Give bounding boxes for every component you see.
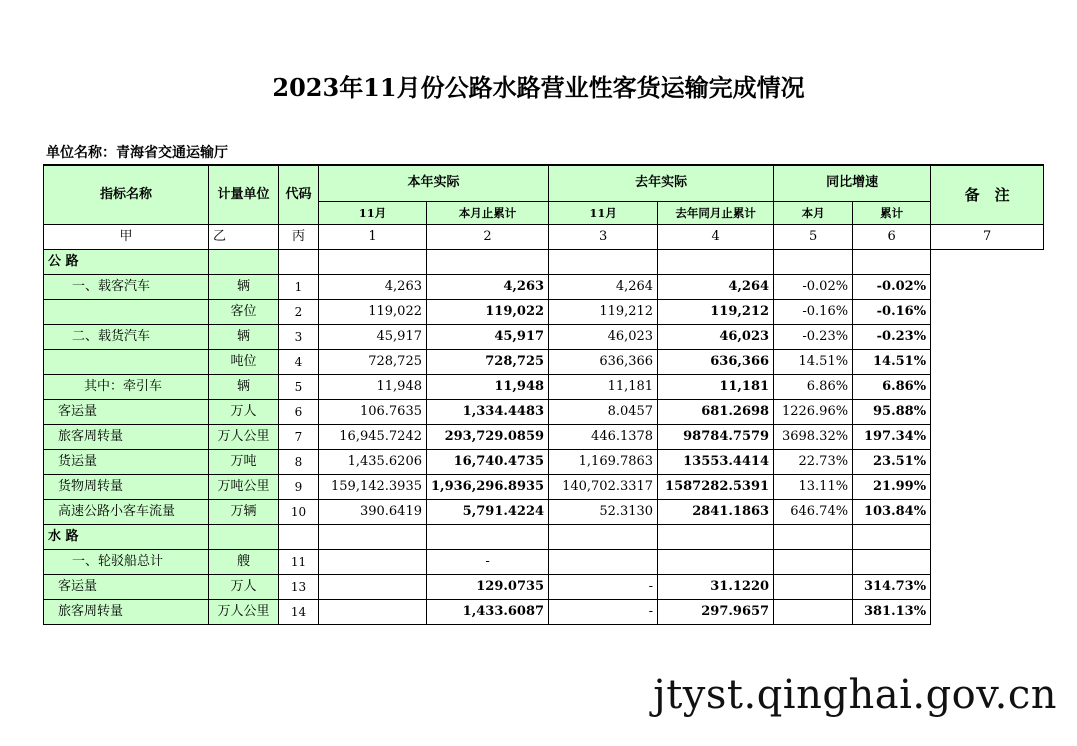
unit-cell: 万吨 bbox=[209, 450, 279, 475]
indicator-name bbox=[44, 350, 209, 375]
value-month-last-year: - bbox=[549, 600, 658, 625]
code-cell: 2 bbox=[279, 300, 319, 325]
unit-label: 单位名称：青海省交通运输厅 bbox=[46, 145, 228, 161]
table-row bbox=[44, 300, 1044, 325]
header-this-year: 本年实际 bbox=[319, 165, 549, 201]
indicator-name: 旅客周转量 bbox=[44, 425, 209, 450]
unit-cell: 辆 bbox=[209, 275, 279, 300]
value-yoy-month: 3698.32% bbox=[774, 425, 853, 450]
note-cell bbox=[931, 250, 1044, 275]
indicator-name: 货运量 bbox=[44, 450, 209, 475]
value-cum-last-year: 4,264 bbox=[658, 275, 774, 300]
note-cell bbox=[931, 275, 1044, 300]
value-yoy-cum: 14.51% bbox=[853, 350, 931, 375]
empty-cell bbox=[853, 525, 931, 550]
value-yoy-month: -0.23% bbox=[774, 325, 853, 350]
indicator-name: 一、载客汽车 bbox=[44, 275, 209, 300]
header-month-this-year: 11月 bbox=[319, 201, 427, 224]
value-yoy-cum: 314.73% bbox=[853, 575, 931, 600]
unit-cell: 万吨公里 bbox=[209, 475, 279, 500]
value-month-this-year: 106.7635 bbox=[319, 400, 427, 425]
value-cum-this-year: 293,729.0859 bbox=[427, 425, 549, 450]
value-yoy-cum: 381.13% bbox=[853, 600, 931, 625]
note-cell bbox=[931, 375, 1044, 400]
value-month-this-year bbox=[319, 550, 427, 575]
value-yoy-month: 22.73% bbox=[774, 450, 853, 475]
unit-cell: 艘 bbox=[209, 550, 279, 575]
unit-cell: 吨位 bbox=[209, 350, 279, 375]
indicator-name: 高速公路小客车流量 bbox=[44, 500, 209, 525]
value-cum-this-year: 5,791.4224 bbox=[427, 500, 549, 525]
code-cell: 1 bbox=[279, 275, 319, 300]
value-month-this-year: 4,263 bbox=[319, 275, 427, 300]
empty-cell bbox=[658, 525, 774, 550]
value-month-last-year: 52.3130 bbox=[549, 500, 658, 525]
value-cum-this-year: 4,263 bbox=[427, 275, 549, 300]
value-yoy-cum bbox=[853, 550, 931, 575]
value-cum-this-year: 119,022 bbox=[427, 300, 549, 325]
value-yoy-cum: 103.84% bbox=[853, 500, 931, 525]
empty-cell bbox=[319, 250, 427, 275]
value-month-this-year: 159,142.3935 bbox=[319, 475, 427, 500]
unit-cell: 万人公里 bbox=[209, 425, 279, 450]
index-cell: 7 bbox=[931, 225, 1044, 250]
code-cell: 5 bbox=[279, 375, 319, 400]
note-cell bbox=[931, 450, 1044, 475]
value-yoy-month bbox=[774, 575, 853, 600]
code-cell: 10 bbox=[279, 500, 319, 525]
unit-cell: 万人 bbox=[209, 400, 279, 425]
unit-cell: 辆 bbox=[209, 375, 279, 400]
value-cum-last-year: 297.9657 bbox=[658, 600, 774, 625]
index-cell: 乙 bbox=[209, 225, 279, 250]
value-cum-this-year: 1,433.6087 bbox=[427, 600, 549, 625]
index-cell: 5 bbox=[774, 225, 853, 250]
value-month-this-year: 1,435.6206 bbox=[319, 450, 427, 475]
note-cell bbox=[931, 500, 1044, 525]
value-cum-this-year: 1,334.4483 bbox=[427, 400, 549, 425]
indicator-name: 一、轮驳船总计 bbox=[44, 550, 209, 575]
site-watermark: jtyst.qinghai.gov.cn bbox=[653, 672, 1057, 718]
value-month-last-year: 8.0457 bbox=[549, 400, 658, 425]
value-cum-this-year: - bbox=[427, 550, 549, 575]
empty-cell bbox=[549, 250, 658, 275]
value-cum-last-year: 2841.1863 bbox=[658, 500, 774, 525]
indicator-name bbox=[44, 300, 209, 325]
header-note: 备 注 bbox=[931, 165, 1044, 225]
value-month-last-year: 140,702.3317 bbox=[549, 475, 658, 500]
value-month-last-year: - bbox=[549, 575, 658, 600]
category-row bbox=[44, 250, 1044, 275]
table-row bbox=[44, 400, 1044, 425]
indicator-name: 其中：牵引车 bbox=[44, 375, 209, 400]
value-cum-this-year: 1,936,296.8935 bbox=[427, 475, 549, 500]
code-cell: 14 bbox=[279, 600, 319, 625]
indicator-name: 二、载货汽车 bbox=[44, 325, 209, 350]
category-label: 水 路 bbox=[44, 525, 209, 550]
index-cell: 3 bbox=[549, 225, 658, 250]
table-row bbox=[44, 550, 1044, 575]
value-month-this-year: 11,948 bbox=[319, 375, 427, 400]
value-yoy-cum: 23.51% bbox=[853, 450, 931, 475]
category-row bbox=[44, 525, 1044, 550]
category-label: 公 路 bbox=[44, 250, 209, 275]
note-cell bbox=[931, 300, 1044, 325]
value-cum-last-year: 98784.7579 bbox=[658, 425, 774, 450]
header-yoy-month: 本月 bbox=[774, 201, 853, 224]
empty-cell bbox=[279, 250, 319, 275]
value-cum-last-year: 46,023 bbox=[658, 325, 774, 350]
value-month-last-year: 119,212 bbox=[549, 300, 658, 325]
index-cell: 甲 bbox=[44, 225, 209, 250]
value-yoy-cum: 197.34% bbox=[853, 425, 931, 450]
code-cell: 11 bbox=[279, 550, 319, 575]
value-cum-last-year: 13553.4414 bbox=[658, 450, 774, 475]
table-row bbox=[44, 450, 1044, 475]
value-month-this-year: 119,022 bbox=[319, 300, 427, 325]
index-row bbox=[44, 225, 1044, 250]
table-row bbox=[44, 350, 1044, 375]
value-cum-last-year: 1587282.5391 bbox=[658, 475, 774, 500]
header-cum-last-year: 去年同月止累计 bbox=[658, 201, 774, 224]
value-month-last-year: 46,023 bbox=[549, 325, 658, 350]
table-row bbox=[44, 575, 1044, 600]
value-yoy-cum: 21.99% bbox=[853, 475, 931, 500]
index-cell: 1 bbox=[319, 225, 427, 250]
value-month-this-year bbox=[319, 600, 427, 625]
value-month-last-year: 4,264 bbox=[549, 275, 658, 300]
empty-cell bbox=[658, 250, 774, 275]
table-row bbox=[44, 425, 1044, 450]
value-yoy-month: -0.16% bbox=[774, 300, 853, 325]
index-cell: 丙 bbox=[279, 225, 319, 250]
index-cell: 4 bbox=[658, 225, 774, 250]
table-row bbox=[44, 325, 1044, 350]
note-cell bbox=[931, 525, 1044, 550]
value-month-this-year: 45,917 bbox=[319, 325, 427, 350]
value-yoy-cum: -0.23% bbox=[853, 325, 931, 350]
value-month-this-year: 390.6419 bbox=[319, 500, 427, 525]
header-code: 代码 bbox=[279, 165, 319, 225]
code-cell: 7 bbox=[279, 425, 319, 450]
value-month-last-year: 636,366 bbox=[549, 350, 658, 375]
value-yoy-month: 6.86% bbox=[774, 375, 853, 400]
value-yoy-cum: 6.86% bbox=[853, 375, 931, 400]
value-month-this-year: 16,945.7242 bbox=[319, 425, 427, 450]
index-cell: 6 bbox=[853, 225, 931, 250]
unit-cell: 万人 bbox=[209, 575, 279, 600]
value-yoy-month: 13.11% bbox=[774, 475, 853, 500]
value-yoy-month bbox=[774, 550, 853, 575]
code-cell: 8 bbox=[279, 450, 319, 475]
value-yoy-cum: -0.02% bbox=[853, 275, 931, 300]
table-row bbox=[44, 475, 1044, 500]
table-row bbox=[44, 500, 1044, 525]
value-cum-last-year bbox=[658, 550, 774, 575]
value-yoy-month bbox=[774, 600, 853, 625]
value-cum-last-year: 31.1220 bbox=[658, 575, 774, 600]
value-cum-this-year: 11,948 bbox=[427, 375, 549, 400]
indicator-name: 客运量 bbox=[44, 400, 209, 425]
code-cell: 3 bbox=[279, 325, 319, 350]
value-month-this-year bbox=[319, 575, 427, 600]
value-month-last-year bbox=[549, 550, 658, 575]
header-indicator: 指标名称 bbox=[44, 165, 209, 225]
header-month-last-year: 11月 bbox=[549, 201, 658, 224]
code-cell: 9 bbox=[279, 475, 319, 500]
note-cell bbox=[931, 325, 1044, 350]
value-cum-this-year: 728,725 bbox=[427, 350, 549, 375]
note-cell bbox=[931, 550, 1044, 575]
value-month-last-year: 446.1378 bbox=[549, 425, 658, 450]
empty-cell bbox=[774, 250, 853, 275]
unit-cell: 万辆 bbox=[209, 500, 279, 525]
empty-cell bbox=[209, 525, 279, 550]
value-yoy-month: 646.74% bbox=[774, 500, 853, 525]
value-cum-last-year: 636,366 bbox=[658, 350, 774, 375]
value-cum-this-year: 45,917 bbox=[427, 325, 549, 350]
value-cum-this-year: 16,740.4735 bbox=[427, 450, 549, 475]
table-row bbox=[44, 275, 1044, 300]
note-cell bbox=[931, 575, 1044, 600]
indicator-name: 货物周转量 bbox=[44, 475, 209, 500]
value-cum-last-year: 11,181 bbox=[658, 375, 774, 400]
empty-cell bbox=[853, 250, 931, 275]
empty-cell bbox=[279, 525, 319, 550]
note-cell bbox=[931, 400, 1044, 425]
value-cum-last-year: 119,212 bbox=[658, 300, 774, 325]
indicator-name: 旅客周转量 bbox=[44, 600, 209, 625]
value-yoy-month: -0.02% bbox=[774, 275, 853, 300]
table-row bbox=[44, 600, 1044, 625]
header-yoy-cum: 累计 bbox=[853, 201, 931, 224]
header-unit: 计量单位 bbox=[209, 165, 279, 225]
value-cum-this-year: 129.0735 bbox=[427, 575, 549, 600]
code-cell: 6 bbox=[279, 400, 319, 425]
unit-cell: 辆 bbox=[209, 325, 279, 350]
empty-cell bbox=[774, 525, 853, 550]
note-cell bbox=[931, 475, 1044, 500]
header-cum-this-year: 本月止累计 bbox=[427, 201, 549, 224]
header-yoy: 同比增速 bbox=[774, 165, 931, 201]
empty-cell bbox=[427, 525, 549, 550]
table-row bbox=[44, 375, 1044, 400]
code-cell: 13 bbox=[279, 575, 319, 600]
value-yoy-cum: 95.88% bbox=[853, 400, 931, 425]
header-last-year: 去年实际 bbox=[549, 165, 774, 201]
empty-cell bbox=[427, 250, 549, 275]
unit-cell: 客位 bbox=[209, 300, 279, 325]
empty-cell bbox=[549, 525, 658, 550]
value-yoy-cum: -0.16% bbox=[853, 300, 931, 325]
code-cell: 4 bbox=[279, 350, 319, 375]
indicator-name: 客运量 bbox=[44, 575, 209, 600]
value-month-last-year: 1,169.7863 bbox=[549, 450, 658, 475]
value-yoy-month: 1226.96% bbox=[774, 400, 853, 425]
note-cell bbox=[931, 425, 1044, 450]
empty-cell bbox=[319, 525, 427, 550]
empty-cell bbox=[209, 250, 279, 275]
value-cum-last-year: 681.2698 bbox=[658, 400, 774, 425]
index-cell: 2 bbox=[427, 225, 549, 250]
report-table bbox=[43, 164, 1044, 625]
value-month-this-year: 728,725 bbox=[319, 350, 427, 375]
unit-cell: 万人公里 bbox=[209, 600, 279, 625]
value-yoy-month: 14.51% bbox=[774, 350, 853, 375]
note-cell bbox=[931, 350, 1044, 375]
note-cell bbox=[931, 600, 1044, 625]
value-month-last-year: 11,181 bbox=[549, 375, 658, 400]
page-title: 2023年11月份公路水路营业性客货运输完成情况 bbox=[272, 73, 805, 102]
